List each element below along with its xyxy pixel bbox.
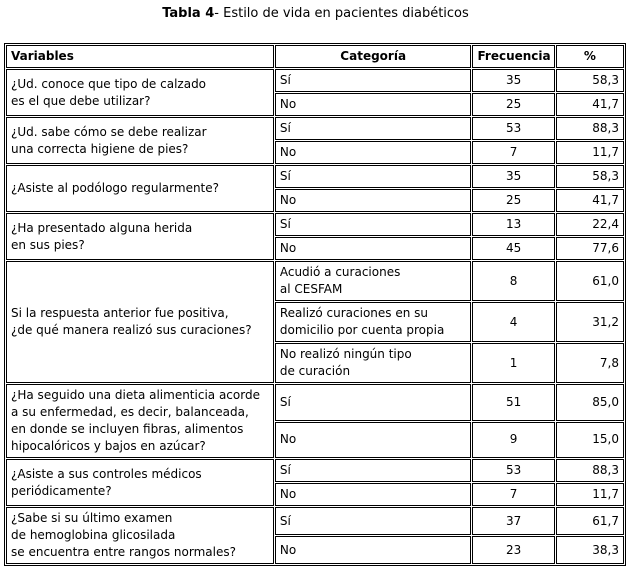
categoria-line: No <box>279 145 297 159</box>
variable-line: hipocalóricos y bajos en azúcar? <box>11 439 206 453</box>
porcentaje-cell: 15,0 <box>556 422 624 459</box>
variable-line: de hemoglobina glicosilada <box>11 528 176 542</box>
header-frecuencia: Frecuencia <box>472 45 554 68</box>
categoria-cell <box>275 384 472 421</box>
porcentaje-cell: 61,7 <box>556 507 624 535</box>
frecuencia-cell: 37 <box>472 507 554 535</box>
categoria-cell <box>275 422 472 459</box>
table-row <box>6 117 624 140</box>
variable-cell <box>6 213 274 260</box>
variable-line: ¿Ud. conoce que tipo de calzado <box>11 76 207 91</box>
porcentaje-cell: 61,0 <box>556 261 624 301</box>
porcentaje-cell: 11,7 <box>556 483 624 506</box>
categoria-line: No <box>279 487 297 501</box>
categoria-line: Sí <box>279 73 291 87</box>
variable-cell <box>6 507 274 564</box>
categoria-line: domicilio por cuenta propia <box>279 323 445 337</box>
categoria-cell <box>275 483 472 506</box>
categoria-cell <box>275 536 472 564</box>
frecuencia-cell: 53 <box>472 459 554 482</box>
porcentaje-cell: 85,0 <box>556 384 624 421</box>
variable-line: una correcta higiene de pies? <box>11 141 189 156</box>
categoria-line: No <box>279 542 297 557</box>
table-row <box>6 69 624 92</box>
variable-line: periódicamente? <box>11 483 112 498</box>
porcentaje-cell: 22,4 <box>556 213 624 236</box>
variable-line: ¿Asiste al podólogo regularmente? <box>11 181 220 195</box>
header-porcentaje: % <box>556 45 624 68</box>
categoria-cell <box>275 213 472 236</box>
frecuencia-cell: 35 <box>472 165 554 188</box>
table-row <box>6 459 624 482</box>
frecuencia-cell: 23 <box>472 536 554 564</box>
porcentaje-cell: 7,8 <box>556 343 624 383</box>
porcentaje-cell: 58,3 <box>556 165 624 188</box>
categoria-cell <box>275 302 472 342</box>
categoria-line: Sí <box>279 463 291 477</box>
variable-line: ¿Ud. sabe cómo se debe realizar <box>11 124 207 139</box>
frecuencia-cell: 7 <box>472 483 554 506</box>
porcentaje-cell: 41,7 <box>556 93 624 116</box>
frecuencia-cell: 25 <box>472 93 554 116</box>
variable-line: ¿Sabe si su último examen <box>11 511 173 525</box>
variable-cell <box>6 384 274 458</box>
porcentaje-cell: 88,3 <box>556 459 624 482</box>
table-row <box>6 165 624 188</box>
frecuencia-cell: 13 <box>472 213 554 236</box>
variable-line: en donde se incluyen fibras, alimentos <box>11 422 244 436</box>
variable-line: Si la respuesta anterior fue positiva, <box>11 306 229 320</box>
categoria-cell <box>275 189 472 212</box>
frecuencia-cell: 51 <box>472 384 554 421</box>
categoria-line: Sí <box>279 394 291 409</box>
categoria-line: de curación <box>279 364 351 378</box>
header-variables: Variables <box>6 45 274 68</box>
variable-line: ¿Ha presentado alguna herida <box>11 220 193 235</box>
table-row <box>6 261 624 301</box>
variable-line: se encuentra entre rangos normales? <box>11 545 236 559</box>
variable-cell <box>6 165 274 212</box>
porcentaje-cell: 38,3 <box>556 536 624 564</box>
table-row <box>6 384 624 421</box>
categoria-cell <box>275 507 472 535</box>
categoria-cell <box>275 165 472 188</box>
categoria-line: No <box>279 193 297 207</box>
variable-line: ¿Ha seguido una dieta alimenticia acorde <box>11 388 260 402</box>
categoria-cell <box>275 93 472 116</box>
categoria-cell <box>275 261 472 301</box>
variable-line: ¿de qué manera realizó sus curaciones? <box>11 323 252 337</box>
table-caption <box>0 6 631 21</box>
categoria-line: No <box>279 241 297 255</box>
categoria-cell <box>275 237 472 260</box>
frecuencia-cell: 35 <box>472 69 554 92</box>
variable-cell <box>6 117 274 164</box>
porcentaje-cell: 31,2 <box>556 302 624 342</box>
categoria-line: Sí <box>279 169 291 183</box>
categoria-line: No realizó ningún tipo <box>279 347 412 361</box>
categoria-line: al CESFAM <box>279 282 343 296</box>
lifestyle-table <box>4 43 626 566</box>
variable-cell <box>6 69 274 116</box>
table-body <box>6 69 624 564</box>
porcentaje-cell: 77,6 <box>556 237 624 260</box>
variable-line: en sus pies? <box>11 237 85 252</box>
table-row <box>6 507 624 535</box>
frecuencia-cell: 45 <box>472 237 554 260</box>
caption-label: Tabla 4 <box>162 6 215 21</box>
frecuencia-cell: 1 <box>472 343 554 383</box>
categoria-line: Sí <box>279 513 291 528</box>
frecuencia-cell: 7 <box>472 141 554 164</box>
porcentaje-cell: 41,7 <box>556 189 624 212</box>
categoria-line: Realizó curaciones en su <box>279 306 428 320</box>
variable-line: a su enfermedad, es decir, balanceada, <box>11 405 249 419</box>
porcentaje-cell: 88,3 <box>556 117 624 140</box>
porcentaje-cell: 58,3 <box>556 69 624 92</box>
header-categoria: Categoría <box>275 45 472 68</box>
categoria-cell <box>275 69 472 92</box>
porcentaje-cell: 11,7 <box>556 141 624 164</box>
variable-line: es el que debe utilizar? <box>11 93 151 108</box>
categoria-cell <box>275 343 472 383</box>
frecuencia-cell: 25 <box>472 189 554 212</box>
categoria-cell <box>275 141 472 164</box>
categoria-cell <box>275 117 472 140</box>
frecuencia-cell: 9 <box>472 422 554 459</box>
caption-title: - Estilo de vida en pacientes diabéticos <box>214 6 469 21</box>
frecuencia-cell: 53 <box>472 117 554 140</box>
categoria-line: No <box>279 432 297 447</box>
variable-line: ¿Asiste a sus controles médicos <box>11 466 202 481</box>
variable-cell <box>6 459 274 506</box>
header-row <box>6 45 624 68</box>
categoria-line: Sí <box>279 121 291 135</box>
categoria-cell <box>275 459 472 482</box>
categoria-line: Acudió a curaciones <box>279 265 401 279</box>
frecuencia-cell: 4 <box>472 302 554 342</box>
variable-cell <box>6 261 274 383</box>
frecuencia-cell: 8 <box>472 261 554 301</box>
categoria-line: Sí <box>279 217 291 231</box>
categoria-line: No <box>279 97 297 111</box>
table-row <box>6 213 624 236</box>
